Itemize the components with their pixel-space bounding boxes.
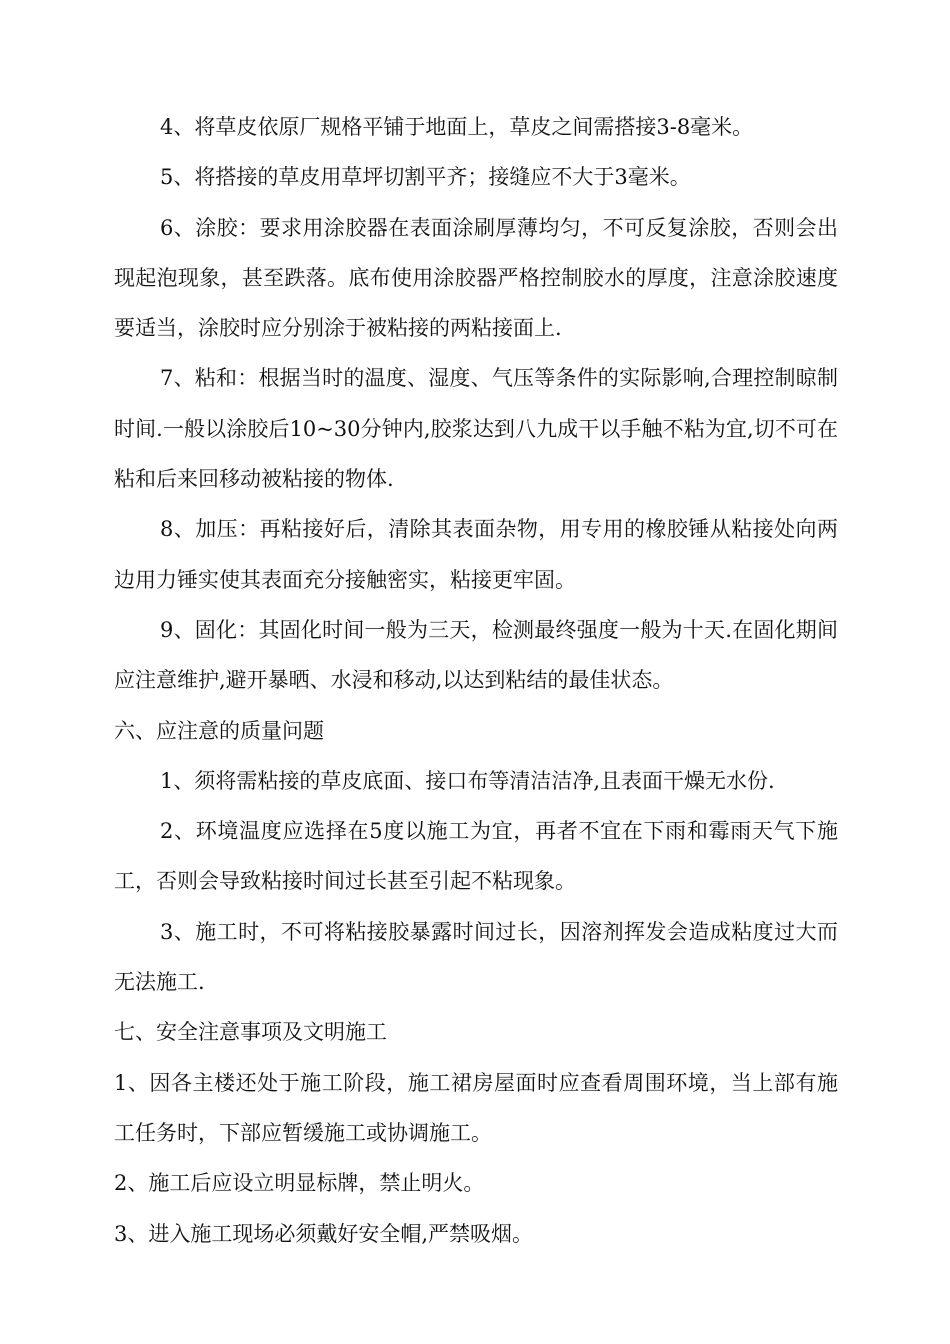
safety-item-2: 2、施工后应设立明显标牌，禁止明火。 — [114, 1171, 485, 1196]
step-4-paragraph: 4、将草皮依原厂规格平铺于地面上，草皮之间需搭接3-8毫米。 — [160, 115, 754, 139]
section-6-heading: 六、应注意的质量问题 — [114, 718, 324, 743]
quality-item-3: 3、施工时，不可将粘接胶暴露时间过长，因溶剂挥发会造成粘度过大而无法施工. — [114, 919, 838, 995]
document-body — [114, 102, 838, 1259]
section-7-heading: 七、安全注意事项及文明施工 — [114, 1020, 387, 1045]
quality-item-2: 2、环境温度应选择在5度以施工为宜，再者不宜在下雨和霉雨天气下施工，否则会导致粘接时间过长甚至引起不粘现象。 — [114, 819, 838, 894]
safety-item-3: 3、进入施工现场必须戴好安全帽,严禁吸烟。 — [114, 1221, 534, 1246]
step-6-paragraph: 6、涂胶：要求用涂胶器在表面涂刷厚薄均匀，不可反复涂胶，否则会出现起泡现象，甚至跌落。底布使用涂胶器严格控制胶水的厚度，注意涂胶速度要适当，涂胶时应分别涂于被粘接的两粘接面上. — [114, 215, 838, 341]
safety-item-1: 1、因各主楼还处于施工阶段，施工裙房屋面时应查看周围环境，当上部有施工任务时，下部应暂缓施工或协调施工。 — [114, 1070, 838, 1145]
step-8-paragraph: 8、加压：再粘接好后，清除其表面杂物，用专用的橡胶锤从粘接处向两边用力锤实使其表面充分接触密实，粘接更牢固。 — [114, 517, 838, 592]
step-5-paragraph: 5、将搭接的草皮用草坪切割平齐；接缝应不大于3毫米。 — [160, 165, 691, 190]
step-9-paragraph: 9、固化：其固化时间一般为三天，检测最终强度一般为十天.在固化期间应注意维护,避开暴晒、水浸和移动,以达到粘结的最佳状态。 — [114, 617, 838, 693]
quality-item-1: 1、须将需粘接的草皮底面、接口布等清洁洁净,且表面干燥无水份. — [160, 768, 775, 793]
step-7-paragraph: 7、粘和：根据当时的温度、湿度、气压等条件的实际影响,合理控制晾制时间.一般以涂胶后10~30分钟内,胶浆达到八九成干以手触不粘为宜,切不可在粘和后来回移动被粘接的物体. — [114, 366, 838, 492]
